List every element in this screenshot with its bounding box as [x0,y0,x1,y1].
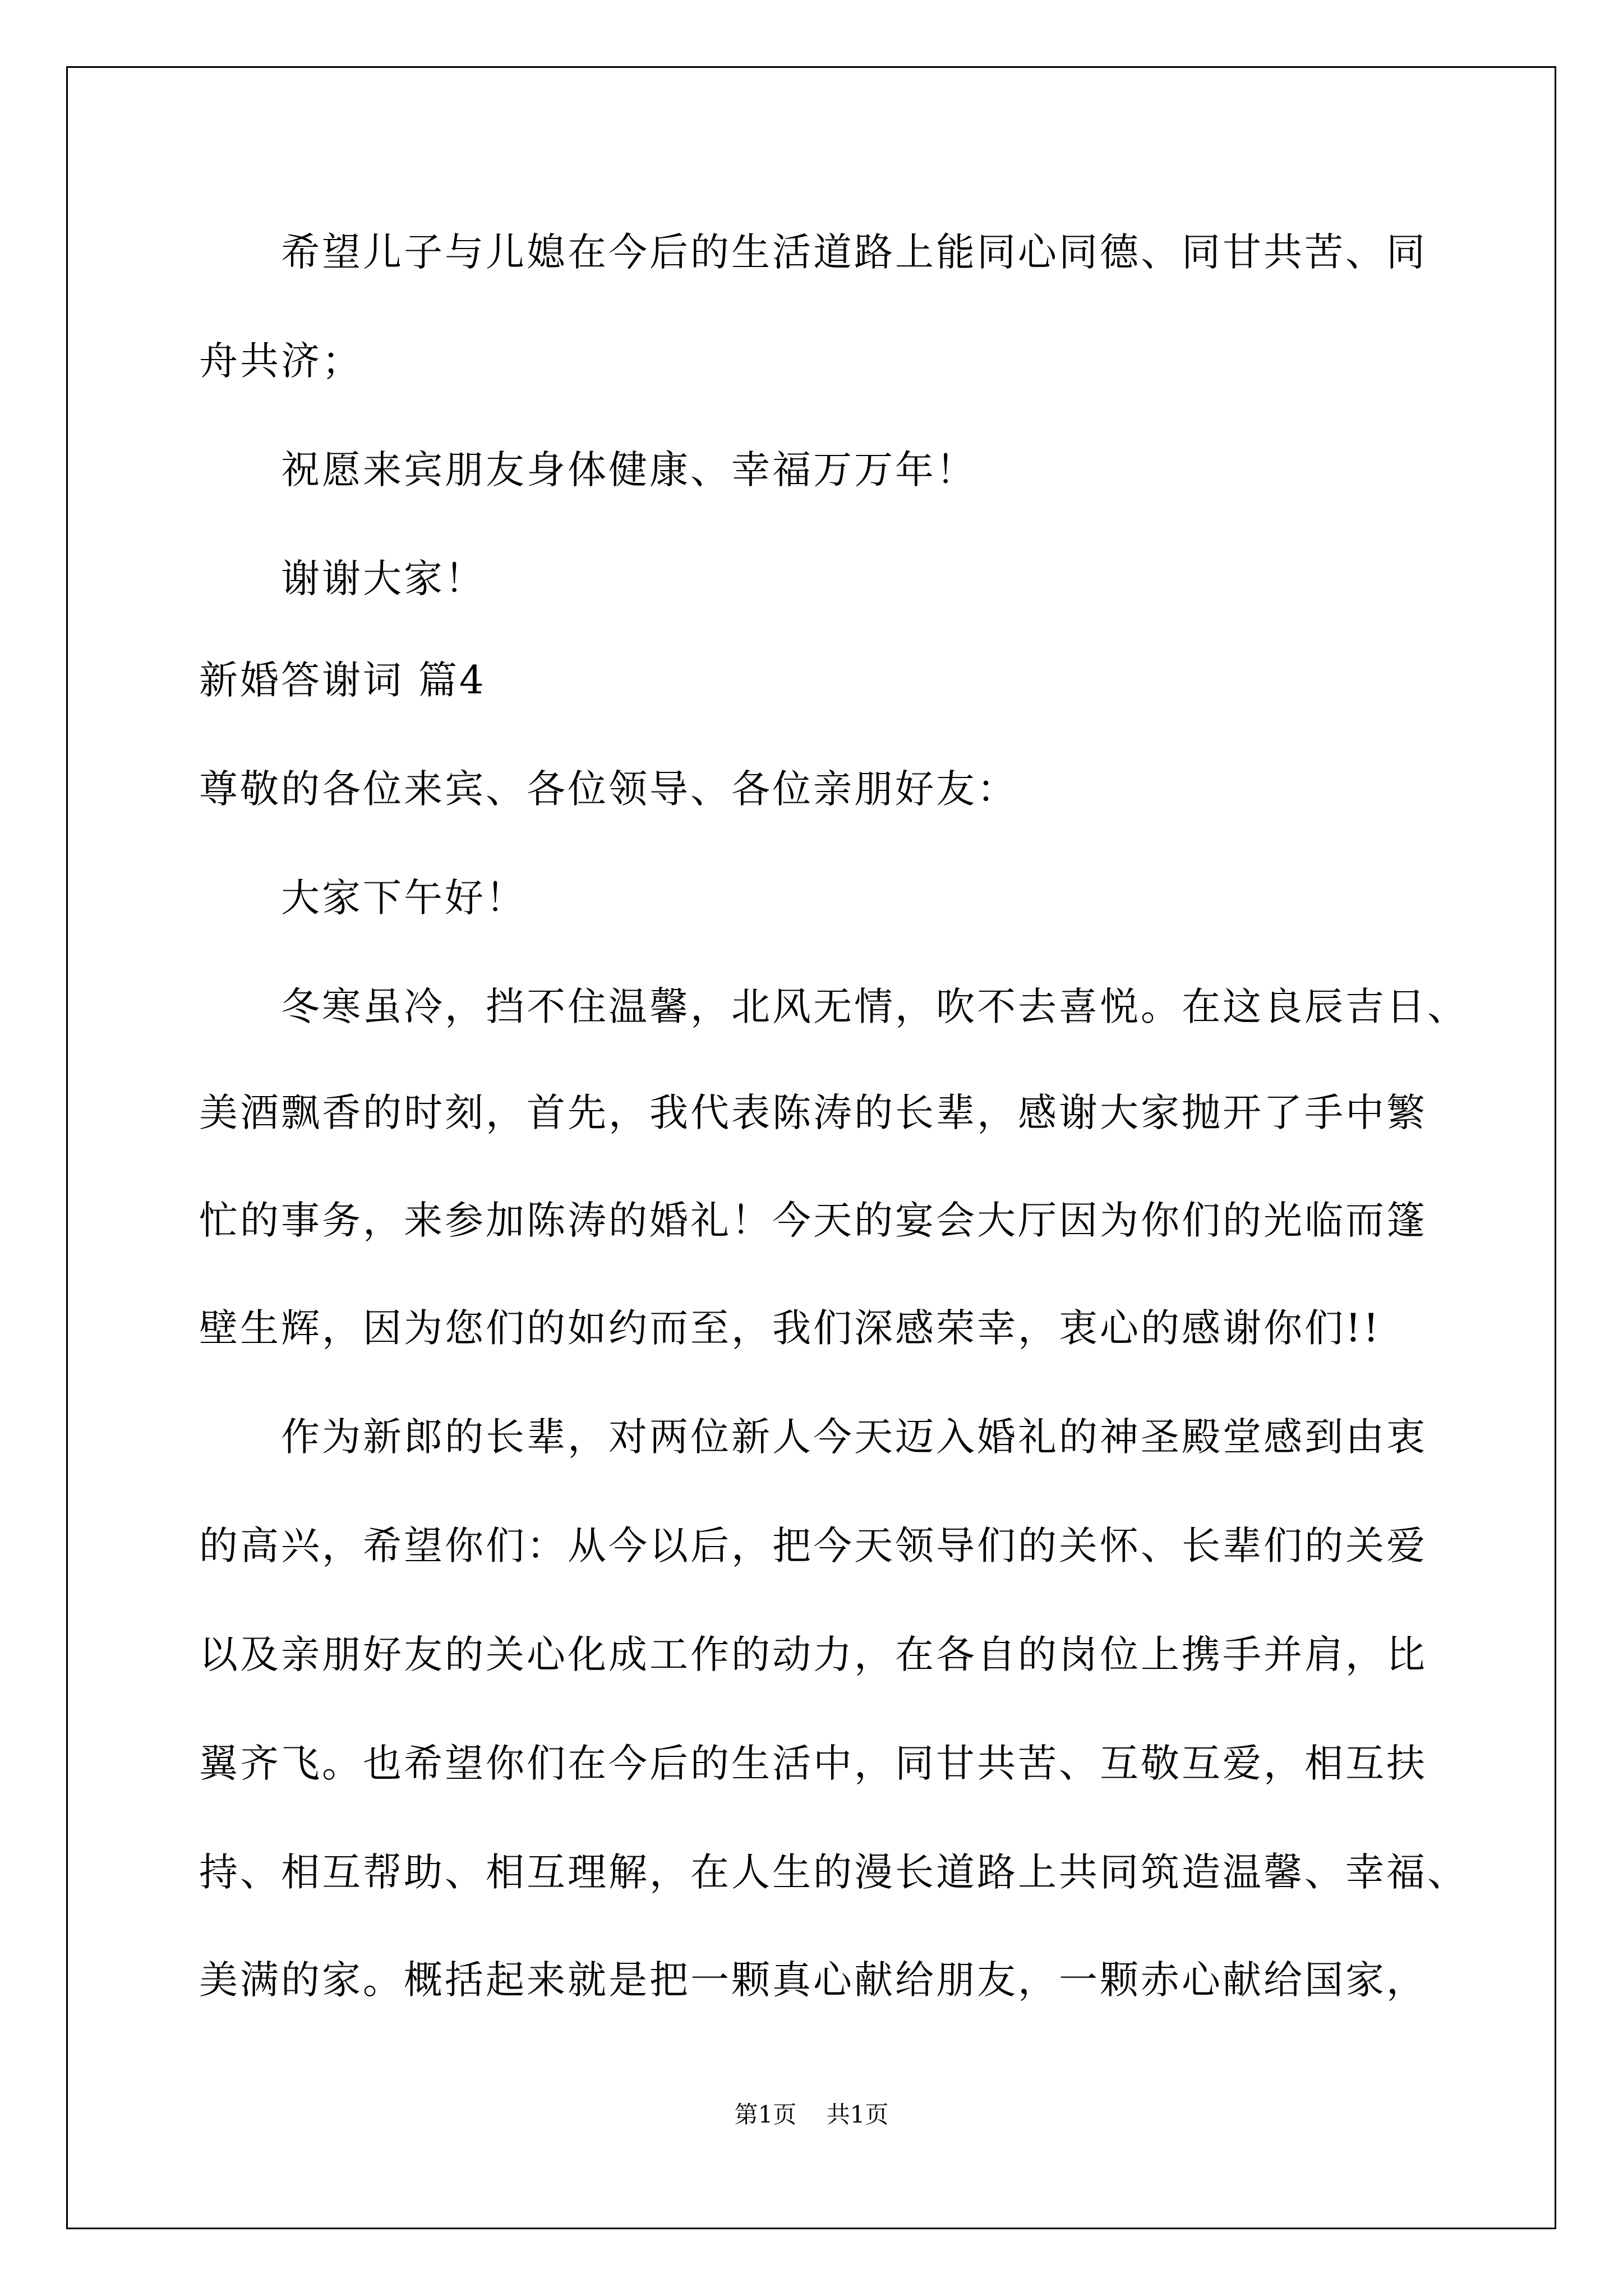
paragraph-line: 谢谢大家！ [281,556,486,601]
page-total: 共1页 [826,2101,889,2128]
paragraph-line: 祝愿来宾朋友身体健康、幸福万万年！ [281,448,977,493]
paragraph-line: 美满的家。概括起来就是把一颗真心献给朋友，一颗赤心献给国家， [199,1958,1427,2003]
paragraph-line: 以及亲朋好友的关心化成工作的动力，在各自的岗位上携手并肩，比 [199,1632,1427,1677]
paragraph-line: 忙的事务，来参加陈涛的婚礼！今天的宴会大厅因为你们的光临而篷 [199,1198,1427,1243]
page-footer [0,2101,1623,2129]
paragraph-line: 美酒飘香的时刻，首先，我代表陈涛的长辈，感谢大家抛开了手中繁 [199,1091,1427,1135]
paragraph-line: 壁生辉，因为您们的如约而至，我们深感荣幸，衷心的感谢你们!! [199,1306,1381,1351]
section-heading: 新婚答谢词 篇4 [199,658,486,703]
paragraph-line: 大家下午好！ [281,876,527,921]
paragraph-line: 作为新郎的长辈，对两位新人今天迈入婚礼的神圣殿堂感到由衷 [281,1415,1427,1460]
page-border [66,66,1556,2229]
page-number: 第1页 [734,2101,797,2128]
paragraph-line: 冬寒虽冷，挡不住温馨，北风无情，吹不去喜悦。在这良辰吉日、 [281,984,1468,1029]
paragraph-line: 持、相互帮助、相互理解，在人生的漫长道路上共同筑造温馨、幸福、 [199,1850,1468,1895]
paragraph-line: 希望儿子与儿媳在今后的生活道路上能同心同德、同甘共苦、同 [281,230,1427,275]
salutation-line: 尊敬的各位来宾、各位领导、各位亲朋好友： [199,767,1018,812]
paragraph-line: 的高兴，希望你们：从今以后，把今天领导们的关怀、长辈们的关爱 [199,1524,1427,1568]
paragraph-line: 舟共济； [199,339,363,384]
paragraph-line: 翼齐飞。也希望你们在今后的生活中，同甘共苦、互敬互爱，相互扶 [199,1741,1427,1786]
